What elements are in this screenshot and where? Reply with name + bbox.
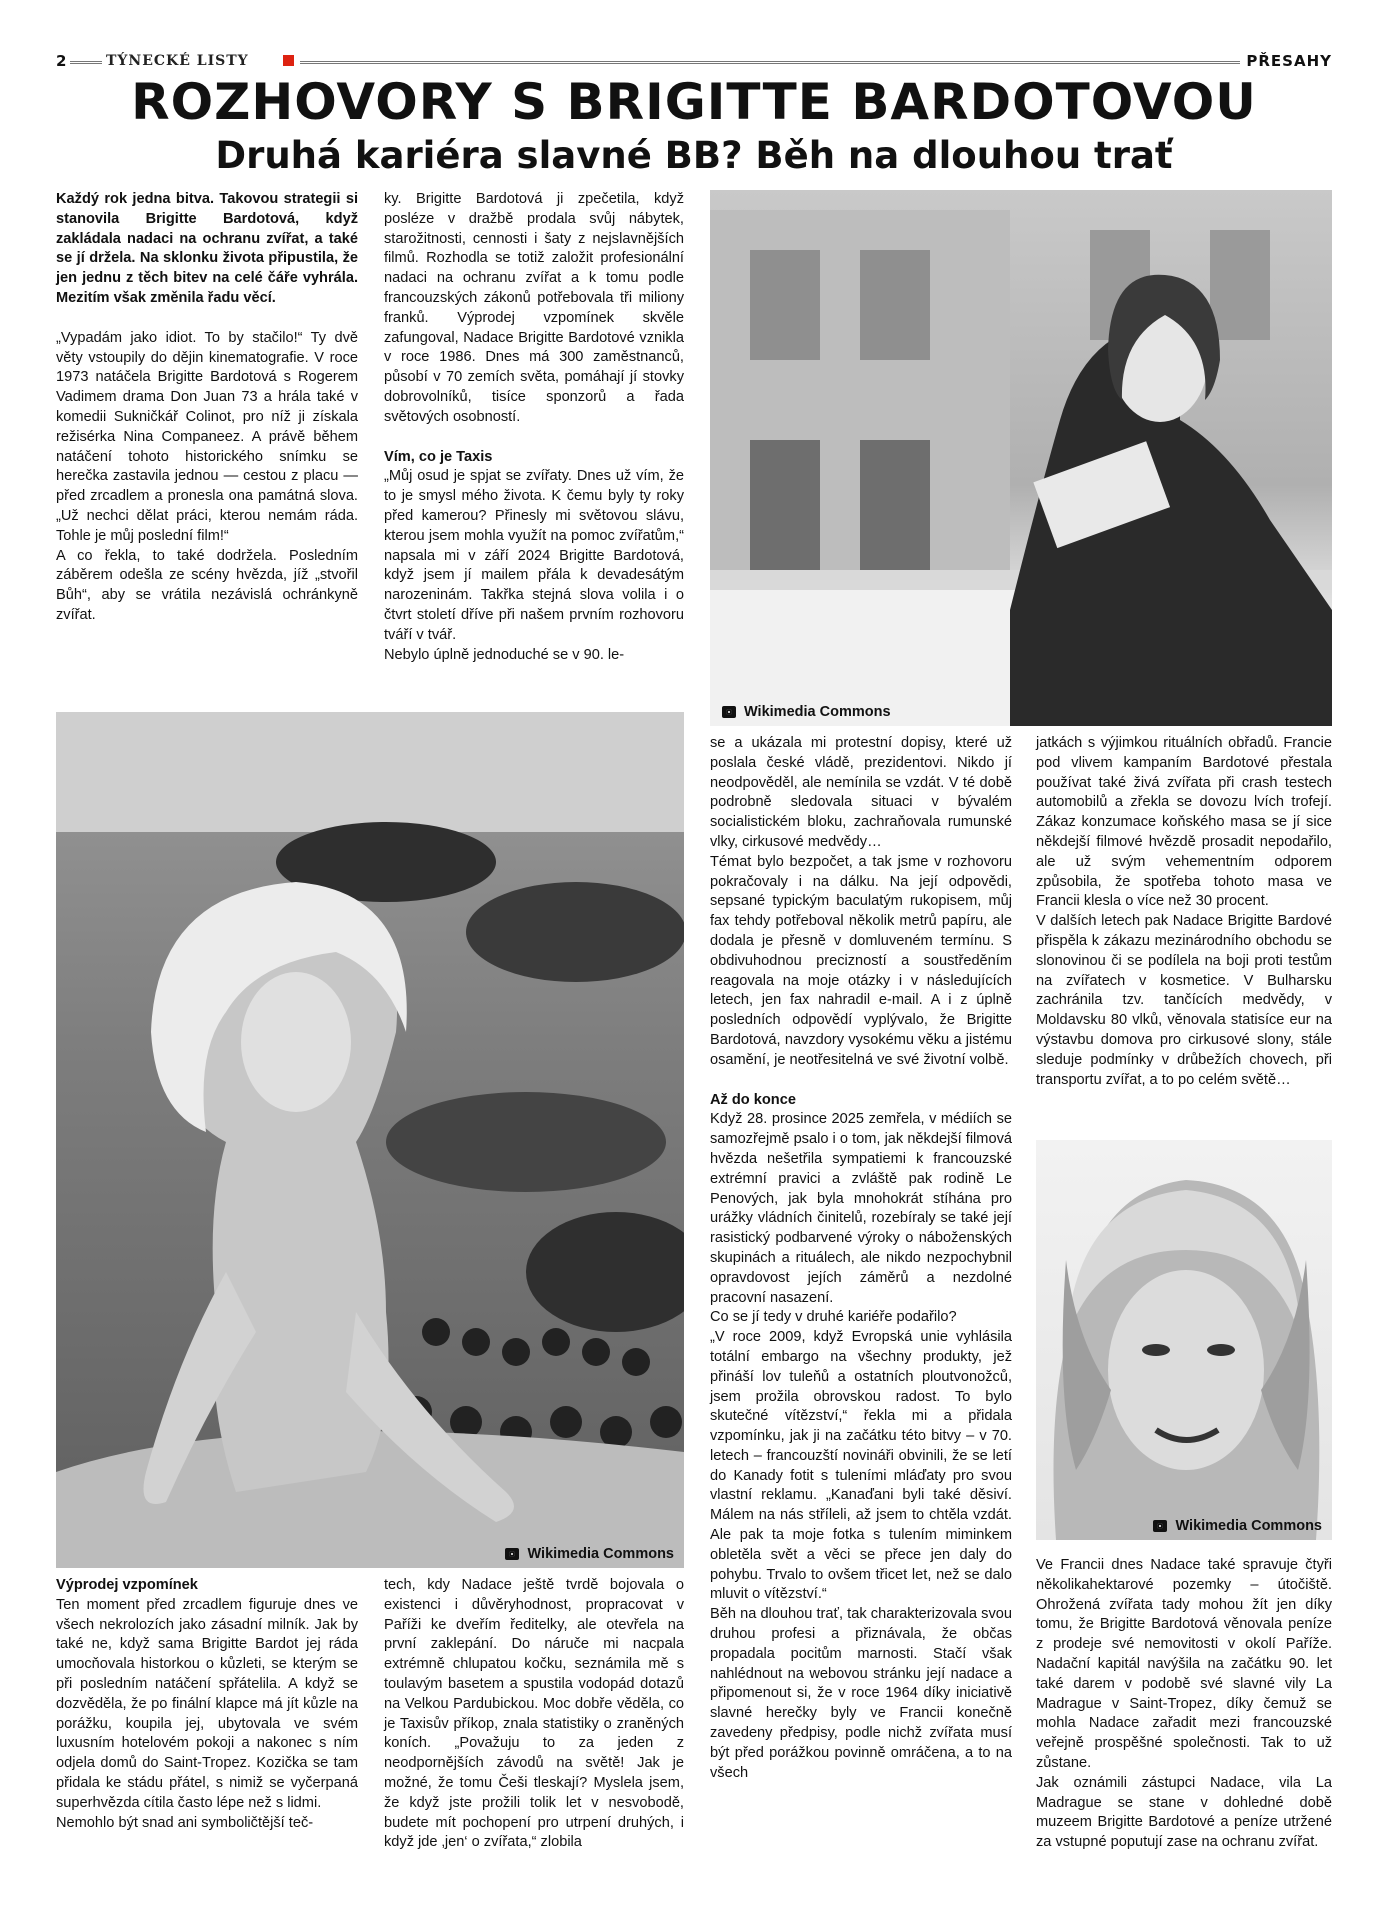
camera-icon xyxy=(722,706,736,718)
header-rule xyxy=(300,61,1240,64)
camera-icon xyxy=(1153,1520,1167,1532)
article-title: ROZHOVORY S BRIGITTE BARDOTOVOU xyxy=(131,73,1257,131)
photo-bardot-portrait-image xyxy=(1036,1140,1332,1540)
section-label: PŘESAHY xyxy=(1246,52,1332,70)
column-1-bottom xyxy=(56,1576,358,1833)
photo-bardot-portrait xyxy=(1036,1140,1332,1540)
column-1-top xyxy=(56,190,358,626)
column-2-top xyxy=(384,190,684,665)
article-lead: Každý rok jedna bitva. Takovou strategii si stanovila Brigitte Bardotová, když zakládala nadaci na ochranu zvířat, a také se jí držela. Na sklonku života připustila, že jen jednu z těch bitev na celé čáře vyhrála. Mezitím však změnila řadu věcí. xyxy=(56,191,358,306)
paragraph: „Můj osud je spjat se zvířaty. Dnes už vím, že to je smysl mého života. K čemu byly ty roky před kamerou? Přinesly mi světovou slávu, kterou jsem mohla využít na pomoc zvířatům,“ napsala mi v září 2024 Brigitte Bardotová, když jsem jí mailem přála k devadesátým narozeninám. Takřka stejná slova volila i o čtvrt století dříve při našem prvním rozhovoru tváří v tvář. xyxy=(384,468,684,643)
paragraph: Nebylo úplně jednoduché se v 90. le- xyxy=(384,646,625,663)
paragraph: Nemohlo být snad ani symboličtější teč- xyxy=(56,1814,314,1831)
paragraph: Běh na dlouhou trať, tak charakterizovala svou druhou profesi a přiznávala, že občas propadala pocitům marnosti. Stačí však nahlédnout na webovou stránku její nadace a připomenout si, že v roce 1964 díky iniciativě slavné herečky byly ve Francii konečně zavedeny předpisy, podle nichž zvířata musí být před porážkou povinně omráčena, a to na všech xyxy=(710,1606,1012,1781)
column-3-middle xyxy=(710,734,1012,1783)
photo-bardot-crowd xyxy=(56,712,684,1568)
paragraph: „V roce 2009, když Evropská unie vyhlásila totální embargo na všechny produkty, jež přináší lov tuleňů a ostatních ploutvonožců, jsem prožila obrovskou radost. To bylo skutečné vítězství,“ řekla mi a přidala vzpomínku, jak ji na začátku této bitvy – v 70. letech – francouzští novináři obvinili, že se letí do Kanady fotit s tuleními mláďaty pro svou vlastní reklamu. „Kanaďani byli také děsiví. Málem na nás stříleli, až jsem to chtěla vzdát. Ale pak ta moje fotka s tulením miminkem obletěla svět a věci se přece jen daly do pohybu. Trvalo to ovšem třicet let, než se dalo mluvit o vítězství.“ xyxy=(710,1329,1012,1603)
page-header xyxy=(56,52,1332,74)
column-4-middle xyxy=(1036,734,1332,1090)
photo-credit: Wikimedia Commons xyxy=(1153,1518,1322,1534)
masthead-logo: TÝNECKÉ LISTY xyxy=(106,53,249,69)
paragraph: V dalších letech pak Nadace Brigitte Bardové přispěla k zákazu mezinárodního obchodu se slonovinou či se podílela na boji proti testům na zvířatech v kosmetice. V Bulharsku zachránila tzv. tančících medvědy, v Moldavsku 80 vlků, věnovala statisíce eur na výstavbu domova pro cirkusové slony, stále sleduje podmínky v drůbežích chovech, při transportu zvířat, a to po celém světě… xyxy=(1036,913,1332,1088)
paragraph: Co se jí tedy v druhé kariéře podařilo? xyxy=(710,1309,957,1326)
paragraph: Ten moment před zrcadlem figuruje dnes ve všech nekrolozích jako zásadní milník. Jak by také ne, když sama Brigitte Bardot jej ráda umocňovala historkou o kůzleti, se kterým se při posledním natáčení spřátelila. A když se dozvěděla, že po finální klapce má jít kůzle na porážku, koupila jej, ubytovala ve svém luxusním hotelovém pokoji a nakonec s ním odjela domů do Saint-Tropez. Kozička se tam přidala ke stádu přátel, s nimiž se vyčerpaná superhvězda cítila často lépe než s lidmi. xyxy=(56,1596,358,1811)
page-number: 2 xyxy=(56,52,67,70)
paragraph: A co řekla, to také dodržela. Posledním záběrem odešla ze scény hvězda, jíž „stvořil Bůh“, aby se vrátila nezávislá ochránkyně zvířat. xyxy=(56,547,358,623)
paragraph: Jak oznámili zástupci Nadace, vila La Madrague se stane v dohledné době muzeem Brigitte Bardotové a peníze utržené za vstupné poputují zase na ochranu zvířat. xyxy=(1036,1774,1332,1851)
paragraph: jatkách s výjimkou rituálních obřadů. Francie pod vlivem kampaním Bardotové přestala používat také živá zvířata při crash testech automobilů a zřekla se dovozu lvích trofejí. Zákaz konzumace koňského masa se jí sice někdejší filmové hvězdě prosadit nepodařilo, ale už svým vehementním odporem způsobila, že spotřeba tohoto masa ve Francii klesla o více než 30 procent. xyxy=(1036,735,1332,910)
paragraph: „Vypadám jako idiot. To by stačilo!“ Ty dvě věty vstoupily do dějin kinematografie. V roce 1973 natáčela Brigitte Bardotová s Rogerem Vadimem drama Don Juan 73 a hrála také v komedii Sukničkář Colinot, pro níž ji získala režisérka Nina Companeez. A právě během natáčení tohoto historického snímku se herečka zastavila jednou — cestou z placu — před zrcadlem a pronesla ona památná slova. „Už nechci dělat práci, kterou nemám ráda. Tohle je můj poslední film!“ xyxy=(56,329,358,544)
photo-bardot-winter xyxy=(710,190,1332,726)
photo-credit: Wikimedia Commons xyxy=(505,1546,674,1562)
column-4-bottom xyxy=(1036,1556,1332,1853)
subheading: Až do konce xyxy=(710,1091,796,1108)
paragraph: Témat bylo bezpočet, a tak jsme v rozhovoru pokračovaly i na dálku. Na její odpovědi, sepsané typickým baculatým rukopisem, můj fax tehdy potřeboval několik metrů papíru, ale dodala je přesně v domluveném termínu. S obdivuhodnou precizností a soustředěním reagovala na moje otázky i v následujících letech, jen fax nahradil e-mail. A i z úplně posledních odpovědí vyplývalo, že Brigitte Bardotová, navzdory vysokému věku a jistému osamění, je neotřesitelná ve své životní volbě. xyxy=(710,853,1012,1068)
subheading: Vím, co je Taxis xyxy=(384,448,493,465)
subheading: Výprodej vzpomínek xyxy=(56,1577,198,1593)
masthead-emblem-icon xyxy=(283,55,294,66)
header-rule xyxy=(70,61,102,64)
paragraph: se a ukázala mi protestní dopisy, které už poslala české vládě, prezidentovi. Nikdo jí neodpověděl, ale nemínila se vzdát. V té době podrobně sledovala situaci v bývalém socialistickém bloku, zachraňovala rumunské vlky, cirkusové medvědy… xyxy=(710,735,1012,850)
photo-bardot-crowd-image xyxy=(56,712,684,1568)
photo-credit: Wikimedia Commons xyxy=(722,704,891,720)
article-subtitle: Druhá kariéra slavné BB? Běh na dlouhou trať xyxy=(215,134,1173,177)
paragraph: Ve Francii dnes Nadace také spravuje čtyři několikahektarové pozemky – útočiště. Ohrožená zvířata tady mohou žít jen díky tomu, že Brigitte Bardotová věnovala peníze z prodeje své nemovitosti v okolí Paříže. Nadační kapitál navýšila na začátku 90. let také darem v podobě své slavné vily La Madrague v Saint-Tropez, díky čemuž se mohla Nadace zařadit mezi francouzské veřejně prospěšné společnosti. Tak to už zůstane. xyxy=(1036,1557,1332,1771)
paragraph: Když 28. prosince 2025 zemřela, v médiích se samozřejmě psalo i o tom, jak někdejší filmová hvězda nešetřila sympatiemi k francouzské extrémní pravici a zvláště pak rodině Le Penových, jak byla mnohokrát stíhána pro urážky vládních činitelů, rozebíraly se také její rasistický podbarvené výroky o náboženských skupinách a rituálech, ale nikdo nezpochybnil opravdovost jejích záměrů a nezdolné pracovní nasazení. xyxy=(710,1111,1012,1306)
photo-bardot-winter-image xyxy=(710,190,1332,726)
camera-icon xyxy=(505,1548,519,1560)
paragraph: tech, kdy Nadace ještě tvrdě bojovala o existenci i důvěryhodnost, propracovat v Paříži ke dveřím ředitelky, ale otevřela na první zaklepání. Do náruče mi nacpala extrémně chlupatou kočku, seznámila mě s toulavým basetem a spustila vodopád dotazů na Velkou Pardubickou. Moc dobře věděla, co je Taxisův příkop, znala statistiky o zraněných koních. „Považuju to za jeden z neodpornějších závodů na světě! Jak je možné, že tomu Češi tleskají? Myslela jsem, že když jste prožili tolik let v nesvobodě, budete mít pochopení pro utrpení druhých, i když jde ‚jen‘ o zvířata,“ zlobila xyxy=(384,1577,684,1851)
paragraph: ky. Brigitte Bardotová ji zpečetila, když posléze v dražbě prodala svůj nábytek, starožitnosti, cennosti i šaty z nejslavnějších filmů. Rozhodla se totiž založit profesionální nadaci na ochranu zvířat a k tomu podle francouzských zákonů potřebovala tři miliony franků. Výprodej vzpomínek skvěle zafungoval, Nadace Brigitte Bardotové vznikla v roce 1986. Dnes má 300 zaměstnanců, působí v 70 zemích světa, pomáhají jí stovky dobrovolníků, tisíce sponzorů a řada světových osobností. xyxy=(384,191,684,425)
column-2-bottom xyxy=(384,1576,684,1853)
